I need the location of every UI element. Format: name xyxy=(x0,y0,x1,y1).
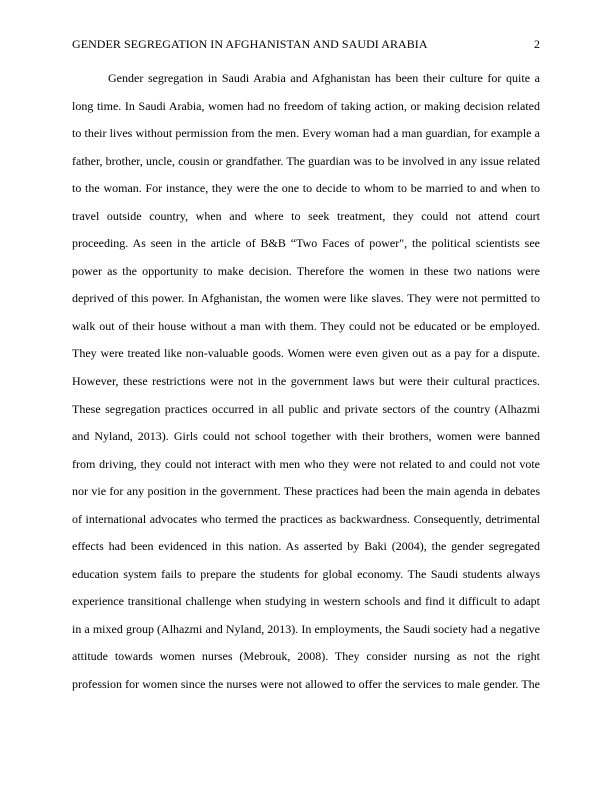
text-line: father, brother, uncle, cousin or grandfather. The guardian was to be involved in any issue related xyxy=(72,153,540,168)
text-line: power as the opportunity to make decision. Therefore the women in these two nations were xyxy=(72,263,540,278)
text-line: Gender segregation in Saudi Arabia and Afghanistan has been their culture for quite a xyxy=(108,71,540,85)
running-head xyxy=(72,36,540,52)
text-line: from driving, they could not interact with men who they were not related to and could not vote xyxy=(72,456,540,471)
text-line: to their lives without permission from the men. Every woman had a man guardian, for example a xyxy=(72,126,540,141)
text-line: walk out of their house without a man with them. They could not be educated or be employed. xyxy=(72,318,540,333)
text-line: profession for women since the nurses were not allowed to offer the services to male gender. The xyxy=(72,677,540,692)
text-line: However, these restrictions were not in the government laws but were their cultural practices. xyxy=(72,374,540,389)
text-line: education system fails to prepare the students for global economy. The Saudi students always xyxy=(72,566,540,581)
text-line: These segregation practices occurred in all public and private sectors of the country (Alhazmi xyxy=(72,401,540,416)
text-line: deprived of this power. In Afghanistan, the women were like slaves. They were not permitted to xyxy=(72,291,540,306)
text-line: experience transitional challenge when studying in western schools and find it difficult to adapt xyxy=(72,594,540,609)
text-line: They were treated like non-valuable goods. Women were even given out as a pay for a dispute. xyxy=(72,346,540,361)
text-line: nor vie for any position in the government. These practices had been the main agenda in debates xyxy=(72,484,540,499)
page-number: 2 xyxy=(534,37,540,51)
text-line: travel outside country, when and where to seek treatment, they could not attend court xyxy=(72,208,540,223)
text-line: proceeding. As seen in the article of B&B “Two Faces of power", the political scientists see xyxy=(72,236,540,251)
running-head-title: GENDER SEGREGATION IN AFGHANISTAN AND SAUDI ARABIA xyxy=(72,37,428,51)
text-line: effects had been evidenced in this nation. As asserted by Baki (2004), the gender segregated xyxy=(72,539,540,554)
text-line: in a mixed group (Alhazmi and Nyland, 2013). In employments, the Saudi society had a negative xyxy=(72,621,540,636)
text-line: and Nyland, 2013). Girls could not school together with their brothers, women were banned xyxy=(72,429,540,444)
text-line: to the woman. For instance, they were the one to decide to whom to be married to and when to xyxy=(72,181,540,196)
text-line: attitude towards women nurses (Mebrouk, 2008). They consider nursing as not the right xyxy=(72,649,540,664)
text-line: long time. In Saudi Arabia, women had no freedom of taking action, or making decision related xyxy=(72,98,540,113)
text-line: of international advocates who termed the practices as backwardness. Consequently, detrimental xyxy=(72,511,540,526)
body-paragraph xyxy=(72,68,540,702)
